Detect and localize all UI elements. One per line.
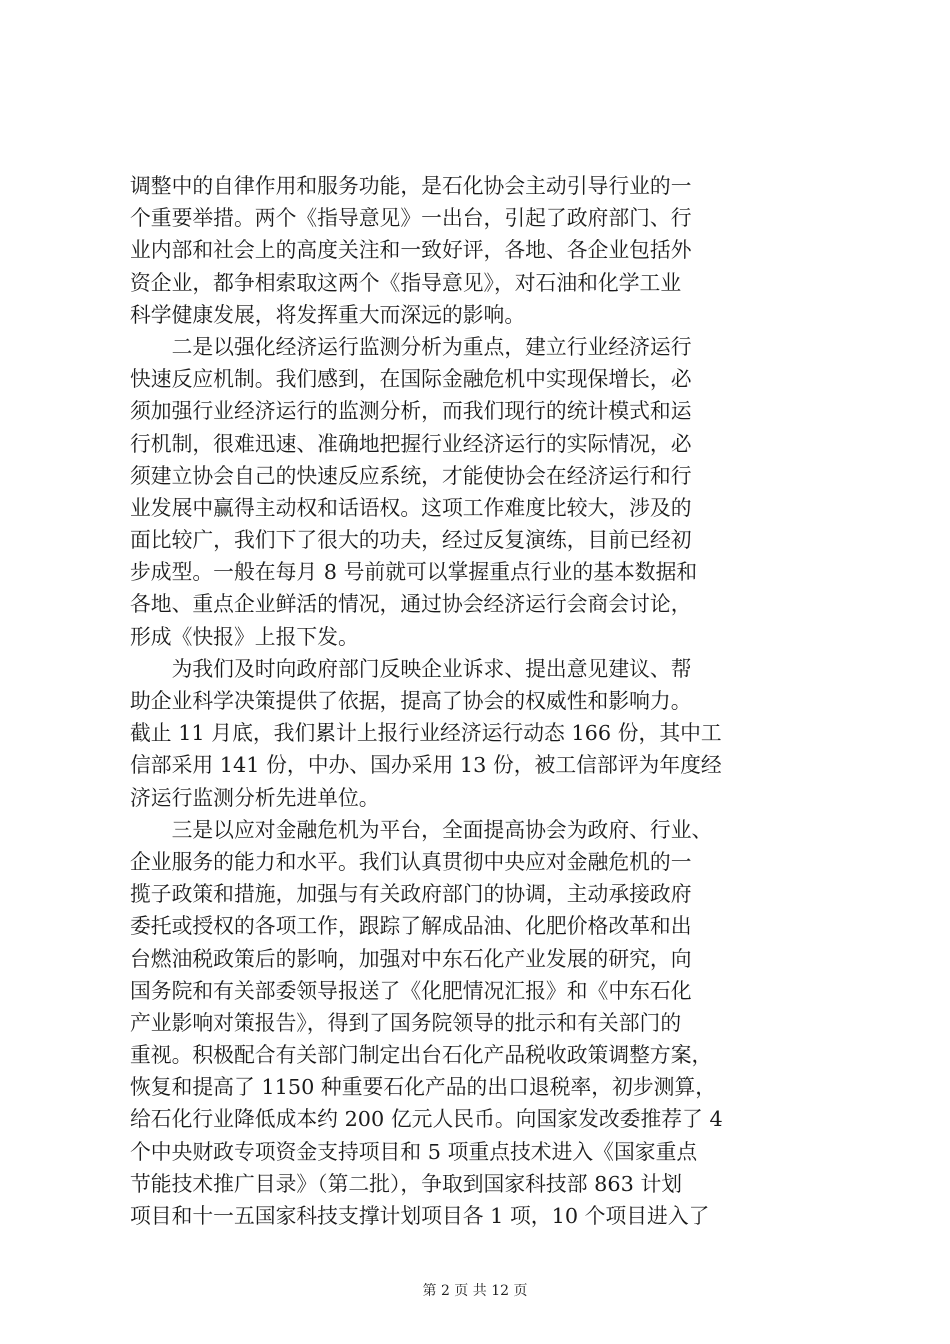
- text-line: 恢复和提高了 1150 种重要石化产品的出口退税率，初步测算，: [130, 1075, 717, 1100]
- text-line: 三是以应对金融危机为平台，全面提高协会为政府、行业、: [130, 817, 713, 842]
- text-line: 须加强行业经济运行的监测分析，而我们现行的统计模式和运: [130, 399, 692, 424]
- text-line: 委托或授权的各项工作，跟踪了解成品油、化肥价格改革和出: [130, 914, 692, 939]
- text-line: 面比较广，我们下了很大的功夫，经过反复演练，目前已经初: [130, 528, 692, 553]
- text-line: 步成型。一般在每月 8 号前就可以掌握重点行业的基本数据和: [130, 560, 698, 585]
- text-line: 助企业科学决策提供了依据，提高了协会的权威性和影响力。: [130, 689, 692, 713]
- text-line: 形成《快报》上报下发。: [130, 624, 359, 649]
- text-line: 截止 11 月底，我们累计上报行业经济运行动态 166 份，其中工: [130, 721, 722, 746]
- text-line: 行机制，很难迅速、准确地把握行业经济运行的实际情况，必: [130, 431, 692, 456]
- text-line: 为我们及时向政府部门反映企业诉求、提出意见建议、帮: [130, 656, 692, 681]
- text-line: 调整中的自律作用和服务功能，是石化协会主动引导行业的一: [130, 174, 692, 198]
- text-line: 济运行监测分析先进单位。: [130, 785, 380, 810]
- text-line: 业发展中赢得主动权和话语权。这项工作难度比较大，涉及的: [130, 495, 692, 520]
- text-line: 给石化行业降低成本约 200 亿元人民币。向国家发改委推荐了 4: [130, 1107, 723, 1132]
- text-line: 资企业，都争相索取这两个《指导意见》，对石油和化学工业: [130, 270, 682, 295]
- body-text: [130, 170, 830, 1232]
- text-line: 各地、重点企业鲜活的情况，通过协会经济运行会商会讨论，: [130, 592, 692, 617]
- text-line: 项目和十一五国家科技支撑计划项目各 1 项，10 个项目进入了: [130, 1204, 710, 1228]
- text-line: 台燃油税政策后的影响，加强对中东石化产业发展的研究，向: [130, 946, 692, 971]
- text-line: 须建立协会自己的快速反应系统，才能使协会在经济运行和行: [130, 463, 692, 488]
- text-line: 个重要举措。两个《指导意见》一出台，引起了政府部门、行: [130, 206, 692, 231]
- text-line: 二是以强化经济运行监测分析为重点，建立行业经济运行: [130, 334, 692, 359]
- text-line: 节能技术推广目录》（第二批），争取到国家科技部 863 计划: [130, 1171, 683, 1196]
- text-line: 个中央财政专项资金支持项目和 5 项重点技术进入《国家重点: [130, 1139, 698, 1164]
- text-line: 企业服务的能力和水平。我们认真贯彻中央应对金融危机的一: [130, 849, 692, 874]
- text-line: 产业影响对策报告》，得到了国务院领导的批示和有关部门的: [130, 1010, 682, 1035]
- text-line: 国务院和有关部委领导报送了《化肥情况汇报》和《中东石化: [130, 978, 692, 1003]
- text-line: 重视。积极配合有关部门制定出台石化产品税收政策调整方案，: [130, 1043, 713, 1068]
- text-line: 信部采用 141 份，中办、国办采用 13 份，被工信部评为年度经: [130, 753, 722, 778]
- text-line: 业内部和社会上的高度关注和一致好评，各地、各企业包括外: [130, 238, 692, 263]
- text-line: 揽子政策和措施，加强与有关政府部门的协调，主动承接政府: [130, 882, 692, 907]
- text-line: 科学健康发展，将发挥重大而深远的影响。: [130, 302, 526, 327]
- text-line: 快速反应机制。我们感到，在国际金融危机中实现保增长，必: [130, 367, 692, 392]
- page-number-footer: 第 2 页 共 12 页: [422, 1283, 528, 1299]
